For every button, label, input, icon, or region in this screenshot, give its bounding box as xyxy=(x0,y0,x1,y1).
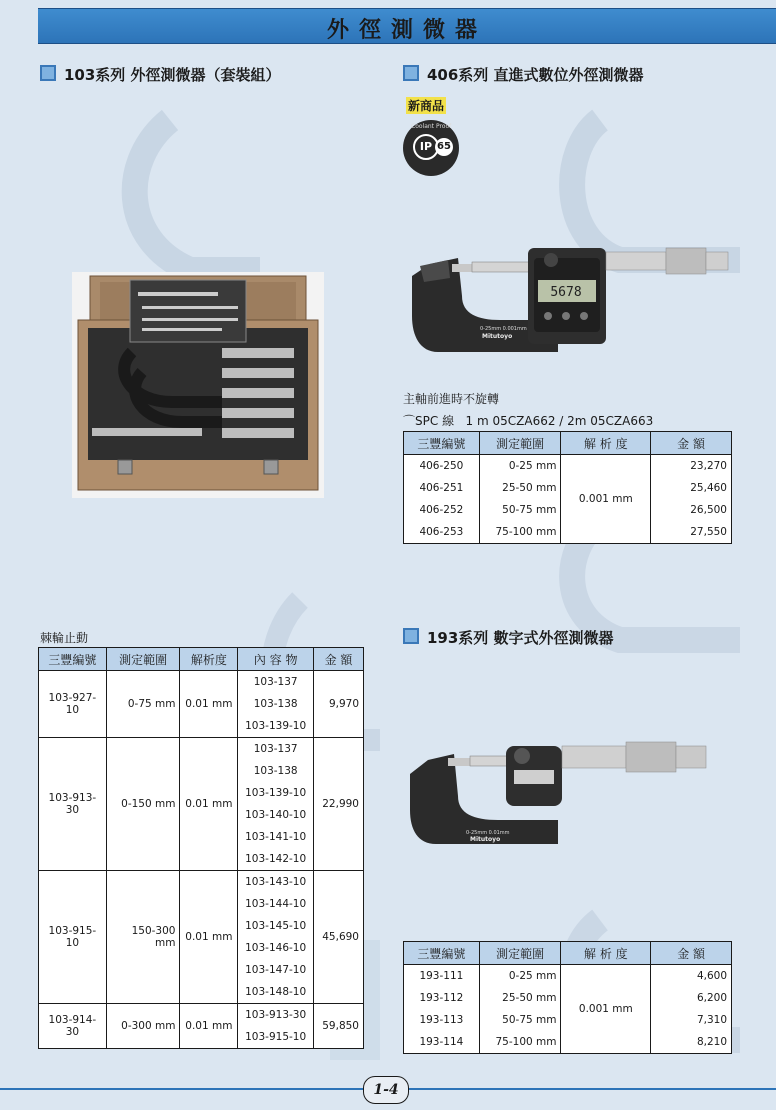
cell-code: 193-114 xyxy=(404,1031,480,1054)
frame-range-text: 0-25mm 0.001mm xyxy=(480,326,527,332)
cell-code: 406-252 xyxy=(404,499,480,521)
brand-logo: Mitutoyo xyxy=(470,836,501,843)
cell-resolution: 0.001 mm xyxy=(561,455,651,544)
cell-item: 103-915-10 xyxy=(238,1026,314,1049)
cell-item: 103-145-10 xyxy=(238,915,314,937)
note-nonrotating: 主軸前進時不旋轉 xyxy=(403,392,500,406)
cell-price: 6,200 xyxy=(651,987,732,1009)
cell-price: 59,850 xyxy=(314,1004,364,1049)
cell-price: 22,990 xyxy=(314,738,364,871)
col-header: 解 析 度 xyxy=(561,432,651,455)
col-header: 解析度 xyxy=(180,648,238,671)
ip-ring-text: Coolant Proof xyxy=(411,123,452,130)
table-row xyxy=(39,671,364,694)
col-header: 三豐編號 xyxy=(404,432,480,455)
cell-range: 50-75 mm xyxy=(479,499,561,521)
col-header: 金 額 xyxy=(651,942,732,965)
cell-range: 25-50 mm xyxy=(479,477,561,499)
cell-resolution: 0.01 mm xyxy=(180,1004,238,1049)
cell-item: 103-140-10 xyxy=(238,804,314,826)
cell-item: 103-146-10 xyxy=(238,937,314,959)
cell-resolution: 0.01 mm xyxy=(180,671,238,738)
cell-resolution: 0.001 mm xyxy=(561,965,651,1054)
note-spc xyxy=(403,412,653,429)
cell-code: 103-914-30 xyxy=(39,1004,107,1049)
cell-code: 193-111 xyxy=(404,965,480,988)
ip-label: IP xyxy=(413,134,439,160)
section-square-icon xyxy=(403,628,419,644)
brand-logo: Mitutoyo xyxy=(482,333,513,340)
col-header: 三豐編號 xyxy=(404,942,480,965)
table-row xyxy=(39,738,364,761)
micrometer-406-image xyxy=(408,236,730,358)
cell-price: 9,970 xyxy=(314,671,364,738)
cell-item: 103-144-10 xyxy=(238,893,314,915)
table-row xyxy=(404,965,732,988)
cell-resolution: 0.01 mm xyxy=(180,738,238,871)
section-square-icon xyxy=(403,65,419,81)
col-header: 內 容 物 xyxy=(238,648,314,671)
cell-code: 103-927-10 xyxy=(39,671,107,738)
cell-code: 193-112 xyxy=(404,987,480,1009)
cell-range: 50-75 mm xyxy=(479,1009,561,1031)
cell-price: 7,310 xyxy=(651,1009,732,1031)
cell-item: 103-141-10 xyxy=(238,826,314,848)
cell-code: 103-913-30 xyxy=(39,738,107,871)
col-header: 金 額 xyxy=(651,432,732,455)
table-row xyxy=(39,871,364,894)
col-header: 測定範圍 xyxy=(106,648,180,671)
cell-item: 103-913-30 xyxy=(238,1004,314,1027)
section-406-title xyxy=(403,64,644,85)
spc-cables: 1 m 05CZA662 / 2m 05CZA663 xyxy=(465,414,654,428)
cell-price: 27,550 xyxy=(651,521,732,544)
cell-item: 103-147-10 xyxy=(238,959,314,981)
section-193-title xyxy=(403,627,614,648)
cell-code: 103-915-10 xyxy=(39,871,107,1004)
cell-price: 23,270 xyxy=(651,455,732,478)
cell-code: 406-253 xyxy=(404,521,480,544)
cell-item: 103-142-10 xyxy=(238,848,314,871)
micrometer-193-image xyxy=(408,740,728,850)
cell-range: 0-150 mm xyxy=(106,738,180,871)
cell-code: 193-113 xyxy=(404,1009,480,1031)
section-103-title-text: 103系列 外徑測微器（套裝組） xyxy=(64,66,281,84)
col-header: 金 額 xyxy=(314,648,364,671)
col-header: 測定範圍 xyxy=(479,432,561,455)
cell-price: 8,210 xyxy=(651,1031,732,1054)
cell-price: 4,600 xyxy=(651,965,732,988)
page-number: 1-4 xyxy=(363,1076,409,1104)
col-header: 解 析 度 xyxy=(561,942,651,965)
display-reading: 5678 xyxy=(550,285,582,300)
page-title: 外徑測微器 xyxy=(326,18,487,43)
cell-range: 0-25 mm xyxy=(479,455,561,478)
frame-range-text: 0-25mm 0.01mm xyxy=(466,830,510,836)
cell-item: 103-148-10 xyxy=(238,981,314,1004)
ratchet-label: 棘輪止動 xyxy=(40,631,89,645)
cell-resolution: 0.01 mm xyxy=(180,871,238,1004)
section-193-title-text: 193系列 數字式外徑測微器 xyxy=(427,629,614,647)
new-product-badge: 新商品 xyxy=(408,99,445,113)
cell-price: 25,460 xyxy=(651,477,732,499)
ip-number: 65 xyxy=(435,138,453,156)
header-band xyxy=(38,8,776,44)
cell-range: 75-100 mm xyxy=(479,1031,561,1054)
cable-icon: ⌒ xyxy=(403,414,416,428)
cell-item: 103-143-10 xyxy=(238,871,314,894)
cell-item: 103-137 xyxy=(238,671,314,694)
cell-code: 406-250 xyxy=(404,455,480,478)
cell-price: 26,500 xyxy=(651,499,732,521)
cell-price: 45,690 xyxy=(314,871,364,1004)
table-193 xyxy=(403,941,732,1054)
cell-range: 0-75 mm xyxy=(106,671,180,738)
cell-range: 150-300 mm xyxy=(106,871,180,1004)
col-header: 三豐編號 xyxy=(39,648,107,671)
table-row xyxy=(404,455,732,478)
section-square-icon xyxy=(40,65,56,81)
cell-range: 0-300 mm xyxy=(106,1004,180,1049)
table-header-row xyxy=(404,942,732,965)
cell-item: 103-139-10 xyxy=(238,782,314,804)
table-row xyxy=(39,1004,364,1027)
cell-item: 103-139-10 xyxy=(238,715,314,738)
table-406 xyxy=(403,431,732,544)
table-header-row xyxy=(39,648,364,671)
cell-range: 75-100 mm xyxy=(479,521,561,544)
micrometer-set-case-image xyxy=(72,272,324,498)
cell-item: 103-138 xyxy=(238,760,314,782)
table-103-sets xyxy=(38,647,364,1049)
cell-item: 103-138 xyxy=(238,693,314,715)
section-406-title-text: 406系列 直進式數位外徑測微器 xyxy=(427,66,644,84)
table-header-row xyxy=(404,432,732,455)
cell-code: 406-251 xyxy=(404,477,480,499)
cell-range: 0-25 mm xyxy=(479,965,561,988)
spc-label: SPC 線 xyxy=(415,414,455,428)
section-103-title xyxy=(40,64,281,85)
cell-item: 103-137 xyxy=(238,738,314,761)
ip65-badge xyxy=(403,120,459,176)
col-header: 測定範圍 xyxy=(479,942,561,965)
cell-range: 25-50 mm xyxy=(479,987,561,1009)
